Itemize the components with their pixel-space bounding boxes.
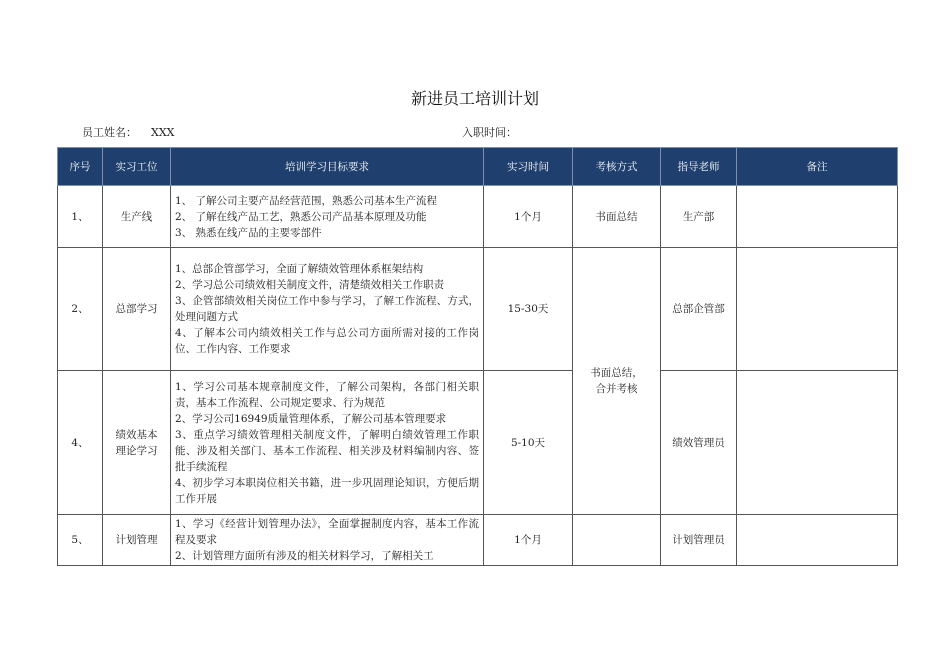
row-duration: 1个月	[484, 515, 573, 566]
row-no: 5、	[58, 515, 103, 566]
requirement-clip	[175, 516, 479, 564]
table-row	[58, 248, 898, 371]
row-requirements	[171, 515, 484, 566]
page-title: 新进员工培训计划	[410, 89, 539, 108]
row-mentor: 总部企管部	[661, 248, 737, 371]
row-station: 计划管理	[103, 515, 171, 566]
row-station: 生产线	[103, 186, 171, 248]
row-assessment: 书面总结	[573, 186, 661, 248]
requirement-line: 4、初步学习本职岗位相关书籍，进一步巩固理论知识，方便后期工作开展	[175, 476, 479, 505]
merged-assessment: 书面总结，合并考核	[573, 248, 661, 515]
table-row	[58, 186, 898, 248]
requirement-line: 3、企管部绩效相关岗位工作中参与学习，了解工作流程、方式，处理问题方式	[175, 295, 479, 323]
row-requirements	[171, 248, 484, 371]
requirement-line: 2、学习公司16949质量管理体系，了解公司基本管理要求	[175, 412, 447, 425]
row-duration: 15-30天	[484, 248, 573, 371]
row-requirements	[171, 186, 484, 248]
requirement-line: 2、计划管理方面所有涉及的相关材料学习，了解相关工	[175, 550, 434, 562]
header-assessment: 考核方式	[573, 148, 661, 186]
employee-name-label: 员工姓名：	[82, 126, 137, 139]
row-assessment	[573, 515, 661, 566]
header-remark: 备注	[737, 148, 898, 186]
row-remark	[737, 515, 898, 566]
row-mentor: 生产部	[661, 186, 737, 248]
row-duration: 1个月	[484, 186, 573, 248]
row-station: 绩效基本理论学习	[103, 371, 171, 515]
row-no: 1、	[58, 186, 103, 248]
row-station: 总部学习	[103, 248, 171, 371]
row-requirements	[171, 371, 484, 515]
header-mentor: 指导老师	[661, 148, 737, 186]
requirement-line: 1、学习公司基本规章制度文件，了解公司架构，各部门相关职责，基本工作流程、公司规定要求、行为规范	[175, 380, 479, 409]
row-mentor: 计划管理员	[661, 515, 737, 566]
table-row	[58, 515, 898, 566]
row-duration: 5-10天	[484, 371, 573, 515]
requirement-line: 2、 了解在线产品工艺，熟悉公司产品基本原理及功能	[175, 210, 427, 223]
employee-name-value: XXX	[151, 126, 175, 139]
row-no: 2、	[58, 248, 103, 371]
requirement-line: 1、 了解公司主要产品经营范围，熟悉公司基本生产流程	[175, 194, 438, 207]
row-no: 4、	[58, 371, 103, 515]
table-row	[58, 371, 898, 515]
table-header-row	[58, 148, 898, 186]
header-station: 实习工位	[103, 148, 171, 186]
entry-date-field	[462, 124, 517, 140]
requirement-line: 3、重点学习绩效管理相关制度文件，了解明白绩效管理工作职能、涉及相关部门、基本工作流程、相关涉及材料编制内容、签批手续流程	[175, 428, 479, 473]
row-remark	[737, 371, 898, 515]
requirement-line: 1、总部企管部学习，全面了解绩效管理体系框架结构	[175, 263, 424, 275]
header-requirements: 培训学习目标要求	[171, 148, 484, 186]
requirement-line: 1、学习《经营计划管理办法》，全面掌握制度内容，基本工作流程及要求	[175, 518, 479, 546]
requirement-line: 2、学习总公司绩效相关制度文件，清楚绩效相关工作职责	[175, 279, 445, 291]
row-remark	[737, 248, 898, 371]
entry-date-label: 入职时间：	[462, 126, 517, 139]
training-plan-table	[57, 147, 898, 566]
employee-name-field	[82, 124, 175, 140]
header-duration: 实习时间	[484, 148, 573, 186]
row-remark	[737, 186, 898, 248]
header-no: 序号	[58, 148, 103, 186]
row-mentor: 绩效管理员	[661, 371, 737, 515]
requirement-line: 3、 熟悉在线产品的主要零部件	[175, 226, 322, 239]
requirement-line: 4、了解本公司内绩效相关工作与总公司方面所需对接的工作岗位、工作内容、工作要求	[175, 327, 479, 355]
